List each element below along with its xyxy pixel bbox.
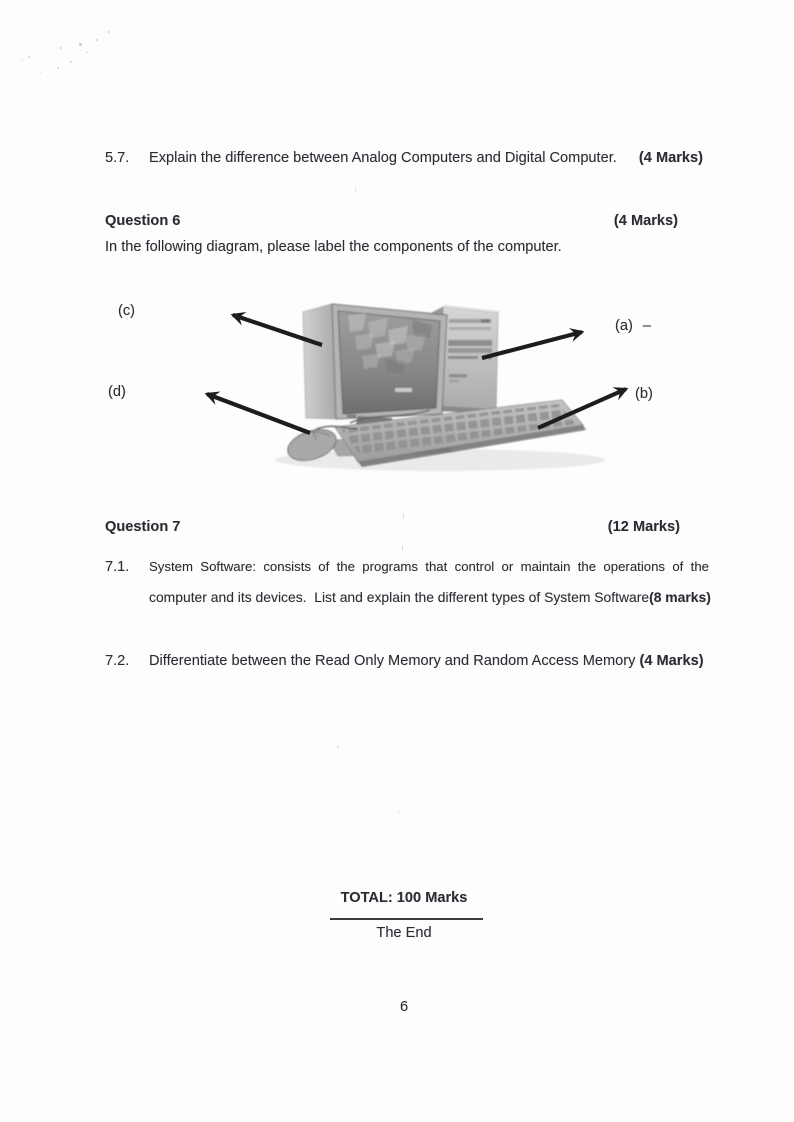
question-7-2-text: Differentiate between the Read Only Memory and Random Access Memory (4 Marks)	[149, 653, 704, 669]
question-7-header	[105, 519, 680, 535]
question-7-1-line1: System Software: consists of the programs that control or maintain the operations of the	[149, 559, 709, 574]
question-7-1-row	[105, 552, 709, 612]
label-b: (b)	[635, 386, 653, 402]
question-7-marks: (12 Marks)	[607, 519, 680, 535]
label-d: (d)	[108, 384, 126, 400]
question-5-7-row	[105, 150, 703, 166]
label-a: (a) –	[615, 318, 651, 334]
question-6-header	[105, 213, 678, 229]
arrow-d	[207, 394, 310, 433]
computer-diagram	[100, 288, 710, 483]
total-marks: TOTAL: 100 Marks	[340, 890, 468, 906]
question-6-title: Question 6	[105, 213, 181, 229]
question-6-marks: (4 Marks)	[613, 213, 678, 229]
question-6-intro: In the following diagram, please label the components of the computer.	[105, 239, 562, 255]
the-end: The End	[376, 925, 432, 941]
question-7-1-number: 7.1.	[105, 559, 130, 575]
question-7-1-marks: (8 marks)	[649, 589, 711, 605]
question-5-7-marks: (4 Marks)	[638, 150, 703, 166]
question-5-7-number: 5.7.	[105, 150, 130, 166]
question-7-1-line2: computer and its devices. List and explain the different types of System Software	[149, 589, 650, 605]
question-5-7-text: Explain the difference between Analog Computers and Digital Computer.	[149, 150, 617, 166]
total-divider-line	[330, 918, 483, 920]
question-7-title: Question 7	[105, 519, 181, 535]
label-c: (c)	[118, 303, 136, 319]
page-number: 6	[399, 999, 409, 1015]
label-a-dash: –	[642, 318, 651, 334]
question-7-2-marks: (4 Marks)	[639, 653, 704, 669]
question-7-1-line2-row	[149, 582, 709, 612]
question-7-2-number: 7.2.	[105, 653, 130, 669]
question-7-1-text	[149, 552, 709, 612]
question-7-2-row	[105, 653, 709, 669]
